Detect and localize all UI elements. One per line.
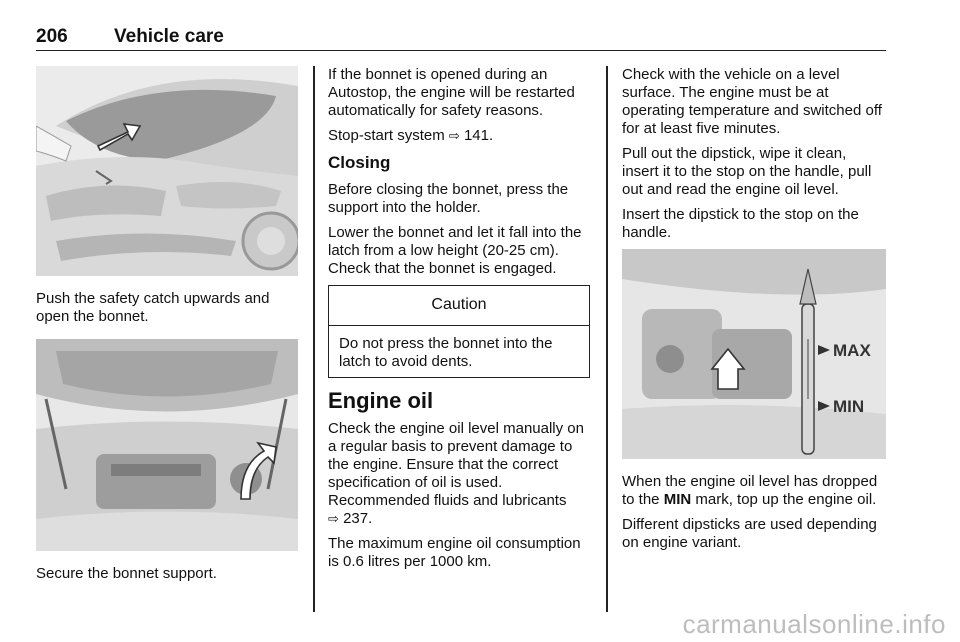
engine-oil-paragraph: Check the engine oil level manually on a regular basis to prevent damage to the engine. Ensure that the correct specification of oil is used. <box>328 420 584 491</box>
fluids-reference: Recommended fluids and lubricants ⇨ 237. <box>328 492 567 527</box>
dipstick-illustration <box>622 249 886 459</box>
page-reference-icon: ⇨ <box>328 511 339 526</box>
oil-consumption-paragraph: The maximum engine oil consumption is 0.6 litres per 1000 km. <box>328 535 581 570</box>
page-number: 206 <box>36 26 68 47</box>
bonnet-support-caption: Secure the bonnet support. <box>36 565 217 582</box>
watermark: carmanualsonline.info <box>682 609 946 639</box>
dipstick-paragraph: Pull out the dipstick, wipe it clean, insert it to the stop on the handle, pull out and read the engine oil level. <box>622 145 872 198</box>
caution-title: Caution <box>329 286 589 326</box>
engine-oil-heading: Engine oil <box>328 388 434 413</box>
column-divider-left <box>313 66 315 612</box>
column-3 <box>622 66 886 559</box>
closing-paragraph-2: Lower the bonnet and let it fall into the latch from a low height (20-25 cm). Check that the bonnet is engaged. <box>328 224 582 277</box>
level-check-paragraph: Check with the vehicle on a level surface. The engine must be at operating temperature and switched off for at least five minutes. <box>622 66 882 137</box>
caution-box <box>328 285 590 378</box>
bonnet-support-illustration <box>36 339 298 551</box>
column-1 <box>36 66 298 590</box>
autostop-paragraph: If the bonnet is opened during an Autostop, the engine will be restarted automatically for safety reasons. <box>328 66 575 119</box>
closing-paragraph-1: Before closing the bonnet, press the support into the holder. <box>328 181 569 216</box>
bonnet-open-caption: Push the safety catch upwards and open the bonnet. <box>36 290 270 325</box>
closing-heading: Closing <box>328 153 391 172</box>
min-mark-bold: MIN <box>663 491 692 508</box>
stop-start-reference: Stop-start system ⇨ 141. <box>328 127 494 144</box>
section-title: Vehicle care <box>114 26 224 47</box>
column-2 <box>328 66 590 578</box>
column-divider-right <box>606 66 608 612</box>
min-mark-paragraph: When the engine oil level has dropped to the MIN mark, top up the engine oil. <box>622 473 878 508</box>
page-reference-icon: ⇨ <box>448 128 460 143</box>
caution-text: Do not press the bonnet into the latch to avoid dents. <box>339 335 553 370</box>
min-mark-label: MIN <box>833 397 865 416</box>
dipstick-insert-paragraph: Insert the dipstick to the stop on the handle. <box>622 206 859 241</box>
max-mark-label: MAX <box>833 341 871 360</box>
page-header <box>36 16 886 51</box>
dipstick-variants-paragraph: Different dipsticks are used depending on engine variant. <box>622 516 877 551</box>
bonnet-latch-illustration <box>36 66 298 276</box>
